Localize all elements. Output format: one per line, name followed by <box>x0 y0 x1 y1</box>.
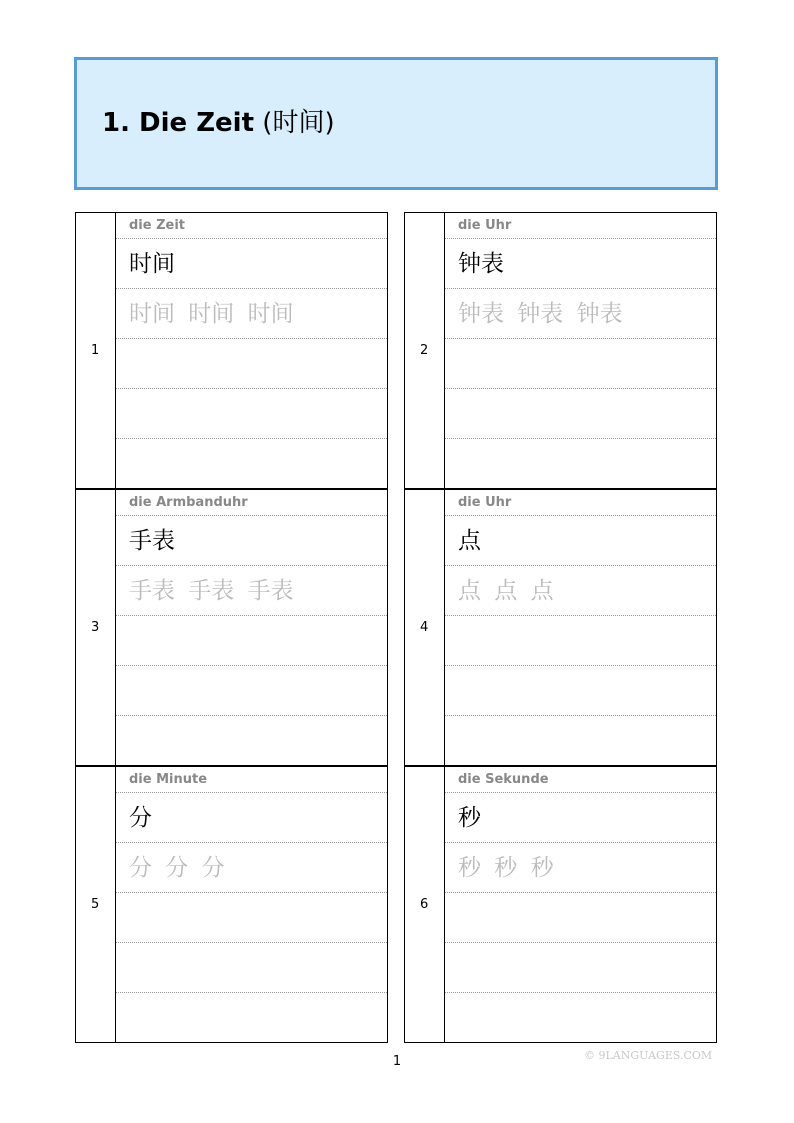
german-word: die Uhr <box>458 218 512 233</box>
blank-writing-row <box>116 666 387 716</box>
blank-writing-row <box>116 439 387 489</box>
chinese-row <box>445 516 716 566</box>
card-number: 5 <box>91 897 100 912</box>
german-row <box>445 213 716 239</box>
chinese-row <box>116 516 387 566</box>
vocab-card-5 <box>75 766 388 1043</box>
chinese-word: 手表 <box>129 528 175 554</box>
card-number: 1 <box>91 343 100 358</box>
german-row <box>445 490 716 516</box>
blank-writing-row <box>445 943 716 993</box>
chinese-row <box>445 239 716 289</box>
blank-writing-row <box>116 893 387 943</box>
chinese-word: 钟表 <box>458 251 504 277</box>
practice-row <box>116 843 387 893</box>
practice-trace: 秒 秒 秒 <box>458 855 554 881</box>
practice-row <box>445 566 716 616</box>
chinese-row <box>116 239 387 289</box>
card-content <box>445 490 716 765</box>
chinese-word: 时间 <box>129 251 175 277</box>
blank-writing-row <box>116 993 387 1043</box>
card-number: 3 <box>91 620 100 635</box>
practice-row <box>445 289 716 339</box>
practice-trace: 分 分 分 <box>129 855 225 881</box>
copyright-notice: © 9LANGUAGES.COM <box>584 1049 713 1062</box>
blank-writing-row <box>445 339 716 389</box>
card-content <box>445 767 716 1042</box>
blank-writing-row <box>445 893 716 943</box>
practice-row <box>116 566 387 616</box>
practice-trace: 时间 时间 时间 <box>129 301 294 327</box>
blank-writing-row <box>445 666 716 716</box>
practice-row <box>445 843 716 893</box>
blank-writing-row <box>445 993 716 1043</box>
number-column <box>405 213 445 488</box>
german-word: die Zeit <box>129 218 186 233</box>
blank-writing-row <box>445 716 716 766</box>
german-row <box>116 767 387 793</box>
german-word: die Uhr <box>458 495 512 510</box>
german-row <box>116 213 387 239</box>
number-column <box>76 490 116 765</box>
chinese-row <box>116 793 387 843</box>
german-row <box>445 767 716 793</box>
card-content <box>445 213 716 488</box>
blank-writing-row <box>116 389 387 439</box>
chinese-row <box>445 793 716 843</box>
title-box <box>74 57 718 190</box>
number-column <box>76 767 116 1042</box>
german-word: die Minute <box>129 772 208 787</box>
vocab-card-6 <box>404 766 717 1043</box>
vocab-card-2 <box>404 212 717 489</box>
blank-writing-row <box>445 439 716 489</box>
vocab-card-1 <box>75 212 388 489</box>
vocab-card-4 <box>404 489 717 766</box>
practice-trace: 手表 手表 手表 <box>129 578 294 604</box>
page-number: 1 <box>392 1054 402 1069</box>
blank-writing-row <box>116 339 387 389</box>
card-content <box>116 213 387 488</box>
chinese-word: 秒 <box>458 805 481 831</box>
german-row <box>116 490 387 516</box>
practice-row <box>116 289 387 339</box>
card-content <box>116 490 387 765</box>
blank-writing-row <box>116 616 387 666</box>
vocab-card-3 <box>75 489 388 766</box>
chinese-word: 点 <box>458 528 481 554</box>
card-number: 6 <box>420 897 429 912</box>
card-content <box>116 767 387 1042</box>
german-word: die Armbanduhr <box>129 495 248 510</box>
blank-writing-row <box>445 616 716 666</box>
page-title <box>102 106 335 140</box>
german-word: die Sekunde <box>458 772 549 787</box>
practice-trace: 点 点 点 <box>458 578 554 604</box>
number-column <box>405 490 445 765</box>
number-column <box>76 213 116 488</box>
title-chinese: (时间) <box>254 108 335 138</box>
chinese-word: 分 <box>129 805 152 831</box>
card-number: 4 <box>420 620 429 635</box>
blank-writing-row <box>445 389 716 439</box>
card-number: 2 <box>420 343 429 358</box>
number-column <box>405 767 445 1042</box>
blank-writing-row <box>116 943 387 993</box>
practice-trace: 钟表 钟表 钟表 <box>458 301 623 327</box>
title-german: 1. Die Zeit <box>102 108 255 138</box>
blank-writing-row <box>116 716 387 766</box>
